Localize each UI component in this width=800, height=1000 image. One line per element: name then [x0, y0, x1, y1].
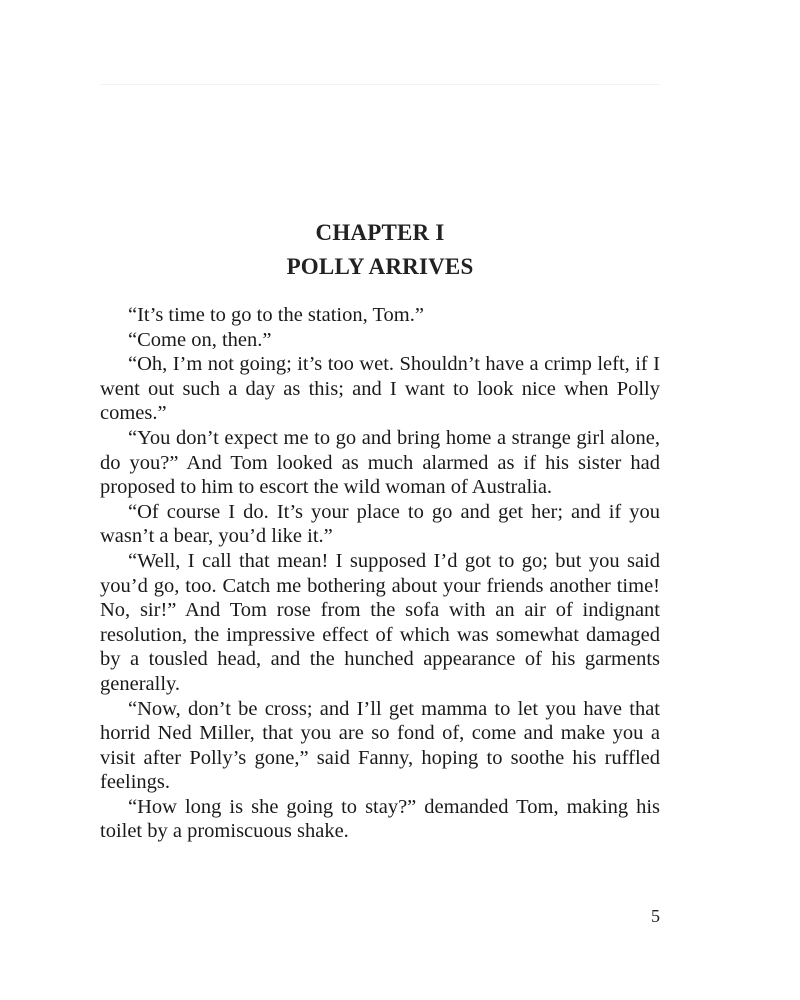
- paragraph: “It’s time to go to the station, Tom.”: [128, 304, 424, 326]
- paragraph: “You don’t expect me to go and bring home a strange girl alone, do you?” And Tom looked as much alarmed as if his sister had proposed to him to escort the wild woman of Australia.: [100, 426, 660, 499]
- chapter-number: CHAPTER I: [315, 220, 445, 245]
- paragraph: “Well, I call that mean! I supposed I’d got to go; but you said you’d go, too. Catch me bothering about your friends another time! No, sir!” And Tom rose from the sofa with an air of indignant resolution, the impressive effect of which was somewhat damaged by a tousled head, and the hunched appearance of his garments generally.: [100, 549, 660, 695]
- paragraph: “Now, don’t be cross; and I’ll get mamma to let you have that horrid Ned Miller, that you are so fond of, come and make you a visit after Polly’s gone,” said Fanny, hoping to soothe his ruffled feelings.: [100, 697, 660, 794]
- chapter-title: POLLY ARRIVES: [286, 254, 474, 279]
- paragraph: “How long is she going to stay?” demanded Tom, making his toilet by a promiscuous shake.: [100, 795, 660, 843]
- paragraph: “Come on, then.”: [128, 328, 272, 351]
- paragraph: “Oh, I’m not going; it’s too wet. Shouldn’t have a crimp left, if I went out such a day as this; and I want to look nice when Polly comes.”: [100, 353, 660, 425]
- page-number: 5: [651, 906, 660, 926]
- page-edge-divider: [100, 84, 660, 85]
- chapter-body: [100, 303, 660, 844]
- paragraph: “Of course I do. It’s your place to go and get her; and if you wasn’t a bear, you’d like it.”: [100, 500, 660, 548]
